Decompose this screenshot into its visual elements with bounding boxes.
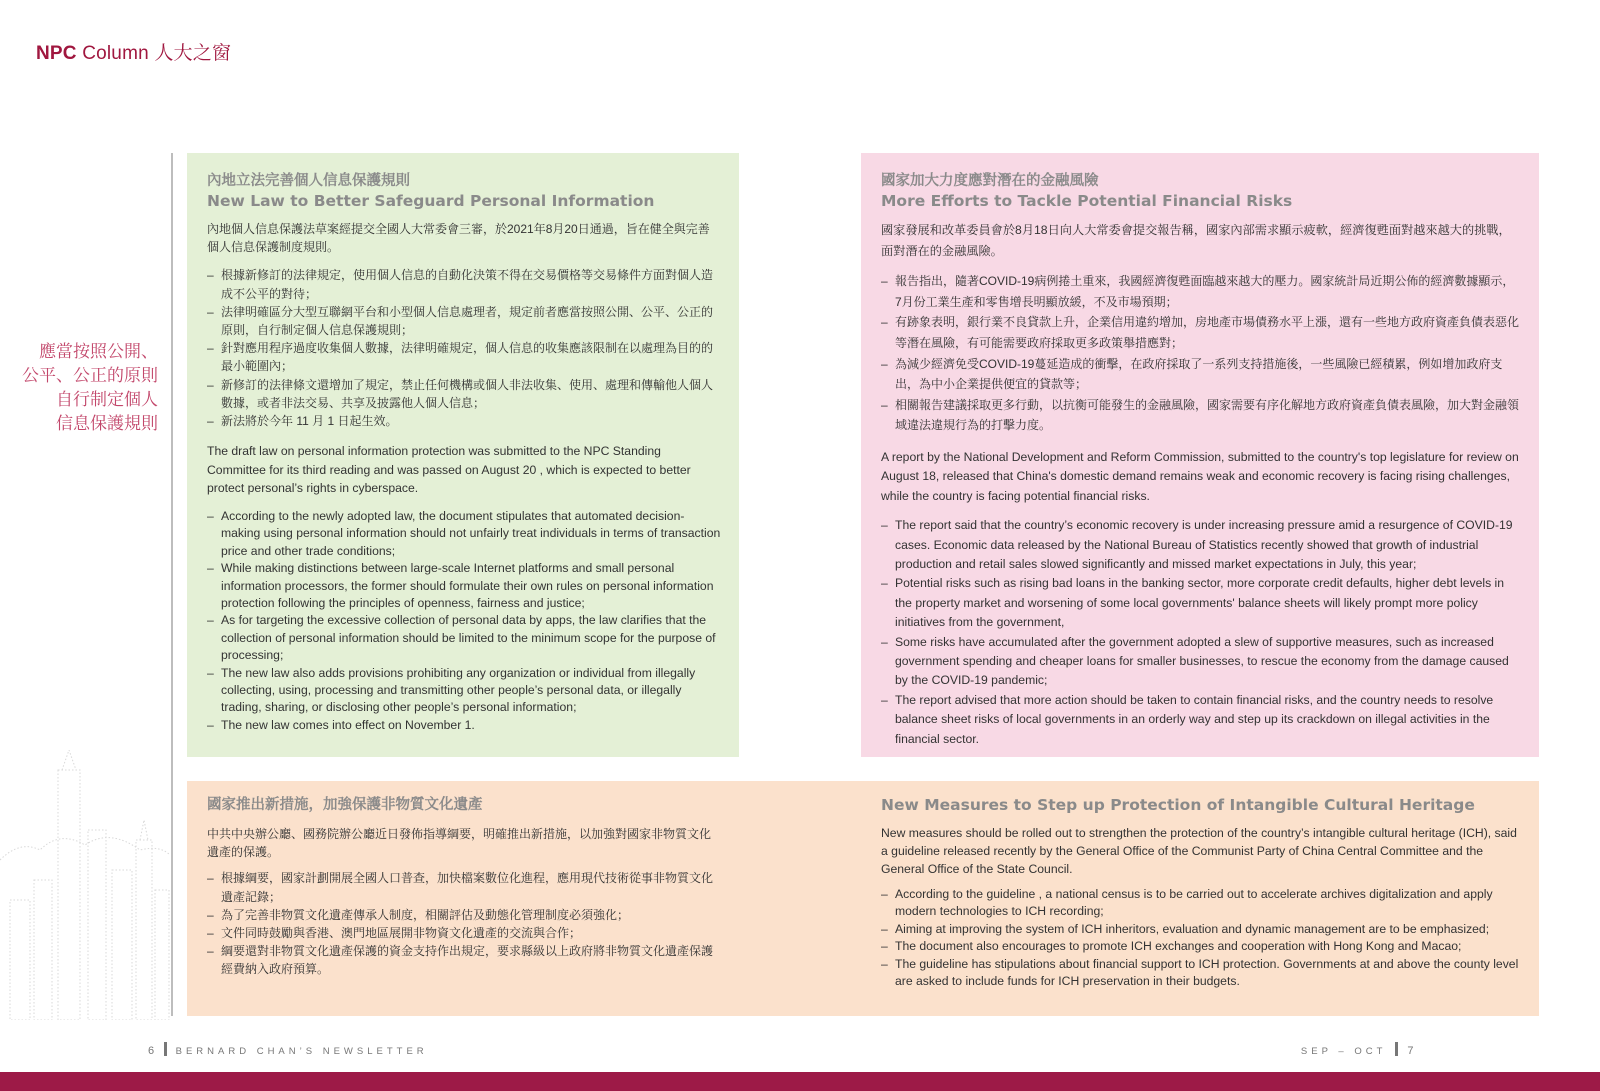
pull-quote — [10, 340, 158, 436]
bullet-item: – While making distinctions between large-scale Internet platforms and small personal information processors, the former should formulate their own rules on personal information protection following the principles of openness, fairness and justice; — [207, 560, 721, 612]
bullet-item: – The new law also adds provisions prohibiting any organization or individual from illegally collecting, using, processing and transmitting other people’s personal data, or illegally trading, sharing, or disclosing other people’s personal information; — [207, 665, 721, 717]
bullet-item: – As for targeting the excessive collection of personal data by apps, the law clarifies that the collection of personal information should be limited to the minimum scope for the purpose of processing; — [207, 612, 721, 664]
bullet-item: – Potential risks such as rising bad loans in the banking sector, more corporate credit defaults, higher debt levels in the property market and worsening of some local governments' balance sheets will likely prompt more policy initiatives from the government, — [881, 574, 1521, 632]
article-title-en: New Law to Better Safeguard Personal Information — [207, 192, 655, 210]
header-brand — [36, 38, 231, 65]
panel-personal-information — [187, 153, 739, 757]
bullet-item: – 法律明確區分大型互聯網平台和小型個人信息處理者，規定前者應當按照公開、公平、公正的原則，自行制定個人信息保護規則； — [207, 303, 721, 339]
pull-quote-line: 自行制定個人 — [56, 390, 158, 409]
bullet-item: – Aiming at improving the system of ICH inheritors, evaluation and dynamic management are to be emphasized; — [881, 921, 1521, 938]
newsletter-name: BERNARD CHAN’S NEWSLETTER — [175, 1046, 428, 1057]
footer-bar — [164, 1042, 167, 1056]
bullet-list-zh — [207, 869, 719, 978]
issue-date: SEP – OCT — [1300, 1046, 1387, 1057]
article-title-zh: 國家加大力度應對潛在的金融風險 — [881, 173, 1099, 189]
bullet-item: – 有跡象表明，銀行業不良貸款上升，企業信用違約增加，房地產市場債務水平上漲，還有一些地方政府資產負債表惡化等潛在風險，有可能需要政府採取更多政策舉措應對； — [881, 312, 1521, 353]
article-title-en: New Measures to Step up Protection of Intangible Cultural Heritage — [881, 796, 1475, 814]
article-title-zh: 國家推出新措施，加強保護非物質文化遺產 — [207, 797, 483, 813]
intro-en: The draft law on personal information protection was submitted to the NPC Standing Committee for its third reading and was passed on August 20 , which is expected to better protect personal’s rights in cyberspace. — [207, 444, 691, 496]
bullet-list-en — [881, 886, 1521, 990]
bullet-item: – The report said that the country’s economic recovery is under increasing pressure amid a resurgence of COVID-19 cases. Economic data released by the National Bureau of Statistics recently showed that growth of industrial production and retail sales slowed significantly and missed market expectations in July, this year; — [881, 516, 1521, 574]
divider-line — [171, 153, 173, 1016]
panel-cultural-heritage — [187, 781, 1539, 1016]
footer-right — [1301, 1042, 1414, 1057]
bullet-item: – According to the newly adopted law, the document stipulates that automated decision-making using personal information should not unfairly treat individuals in terms of transaction price and other trade conditions; — [207, 508, 721, 560]
bullet-item: – 根據新修訂的法律規定，使用個人信息的自動化決策不得在交易價格等交易條件方面對個人造成不公平的對待； — [207, 266, 721, 302]
article-title-zh: 內地立法完善個人信息保護規則 — [207, 173, 410, 189]
bullet-item: – The report advised that more action should be taken to contain financial risks, and the country needs to resolve balance sheet risks of local governments in an orderly way and step up its crackdown on illegal activities in the financial sector. — [881, 691, 1521, 749]
column-zh — [207, 795, 719, 979]
bullet-item: – 新法將於今年 11 月 1 日起生效。 — [207, 412, 721, 430]
panel-financial-risks — [861, 153, 1539, 757]
bullet-item: – 為減少經濟免受COVID-19蔓延造成的衝擊，在政府採取了一系列支持措施後，一些風險已經積累，例如增加政府支出，為中小企業提供便宜的貸款等； — [881, 354, 1521, 395]
pull-quote-line: 信息保護規則 — [56, 414, 158, 433]
bullet-item: – The new law comes into effect on November 1. — [207, 717, 721, 734]
bullet-item: – 新修訂的法律條文還增加了規定，禁止任何機構或個人非法收集、使用、處理和傳輸他人個人數據，或者非法交易、共享及披露他人個人信息； — [207, 376, 721, 412]
bullet-item: – The guideline has stipulations about financial support to ICH protection. Governments at and above the county level are asked to include funds for ICH preservation in their budgets. — [881, 956, 1521, 991]
intro-en: A report by the National Development and Reform Commission, submitted to the country's top legislature for review on August 18, released that China's domestic demand remains weak and economic recovery is facing rising challenges, while the country is facing potential financial risks. — [881, 449, 1519, 503]
brand-npc: NPC — [36, 43, 77, 64]
pull-quote-line: 應當按照公開、 — [39, 342, 158, 361]
bullet-item: – 針對應用程序過度收集個人數據，法律明確規定，個人信息的收集應該限制在以處理為目的的最小範圍內； — [207, 339, 721, 375]
bullet-list-zh — [881, 271, 1521, 436]
bullet-list-en — [207, 508, 721, 734]
bullet-item: – 根據綱要，國家計劃開展全國人口普查，加快檔案數位化進程，應用現代技術從事非物質文化遺產記錄； — [207, 869, 719, 905]
pull-quote-line: 公平、公正的原則 — [22, 366, 158, 385]
bullet-item: – 綱要還對非物質文化遺產保護的資金支持作出規定，要求縣級以上政府將非物質文化遺產保護經費納入政府預算。 — [207, 942, 719, 978]
article-title-en: More Efforts to Tackle Potential Financial Risks — [881, 192, 1293, 210]
bottom-color-band — [0, 1072, 1600, 1091]
city-skyline-illustration — [0, 750, 170, 1020]
bullet-item: – According to the guideline , a national census is to be carried out to accelerate archives digitalization and apply modern technologies to ICH recording; — [881, 886, 1521, 921]
page-number-right: 7 — [1407, 1045, 1414, 1057]
bullet-item: – 相關報告建議採取更多行動，以抗衡可能發生的金融風險，國家需要有序化解地方政府資產負債表風險，加大對金融領域違法違規行為的打擊力度。 — [881, 395, 1521, 436]
bullet-list-zh — [207, 266, 721, 430]
bullet-item: – 文件同時鼓勵與香港、澳門地區展開非物資文化遺產的交流與合作； — [207, 924, 719, 942]
bullet-item: – The document also encourages to promote ICH exchanges and cooperation with Hong Kong and Macao; — [881, 938, 1521, 955]
page-number-left: 6 — [148, 1045, 155, 1057]
bullet-item: – 報告指出，隨著COVID-19病例捲土重來，我國經濟復甦面臨越來越大的壓力。國家統計局近期公佈的經濟數據顯示，7月份工業生產和零售增長明顯放緩，不及市場預期； — [881, 271, 1521, 312]
intro-zh: 中共中央辦公廳、國務院辦公廳近日發佈指導綱要，明確推出新措施，以加強對國家非物質文化遺產的保護。 — [207, 827, 712, 860]
footer-left — [148, 1042, 428, 1057]
column-en — [881, 795, 1521, 990]
intro-zh: 內地個人信息保護法草案經提交全國人大常委會三審，於2021年8月20日通過，旨在健全與完善個人信息保護制度規則。 — [207, 222, 710, 255]
intro-zh: 國家發展和改革委員會於8月18日向人大常委會提交報告稱，國家內部需求顯示疲軟，經濟復甦面對越來越大的挑戰，面對潛在的金融風險。 — [881, 223, 1511, 258]
bullet-list-en — [881, 516, 1521, 749]
brand-column: Column 人大之窗 — [76, 43, 232, 64]
bullet-item: – Some risks have accumulated after the government adopted a slew of supportive measures, such as increased government spending and cheaper loans for smaller businesses, to rescue the economy from the damage caused by the COVID-19 pandemic; — [881, 633, 1521, 691]
intro-en: New measures should be rolled out to strengthen the protection of the country’s intangible cultural heritage (ICH), said a guideline released recently by the General Office of the Communist Party of China Central Committee and the General Office of the State Council. — [881, 826, 1517, 876]
footer-bar — [1395, 1042, 1398, 1056]
bullet-item: – 為了完善非物質文化遺產傳承人制度，相關評估及動態化管理制度必須強化； — [207, 906, 719, 924]
